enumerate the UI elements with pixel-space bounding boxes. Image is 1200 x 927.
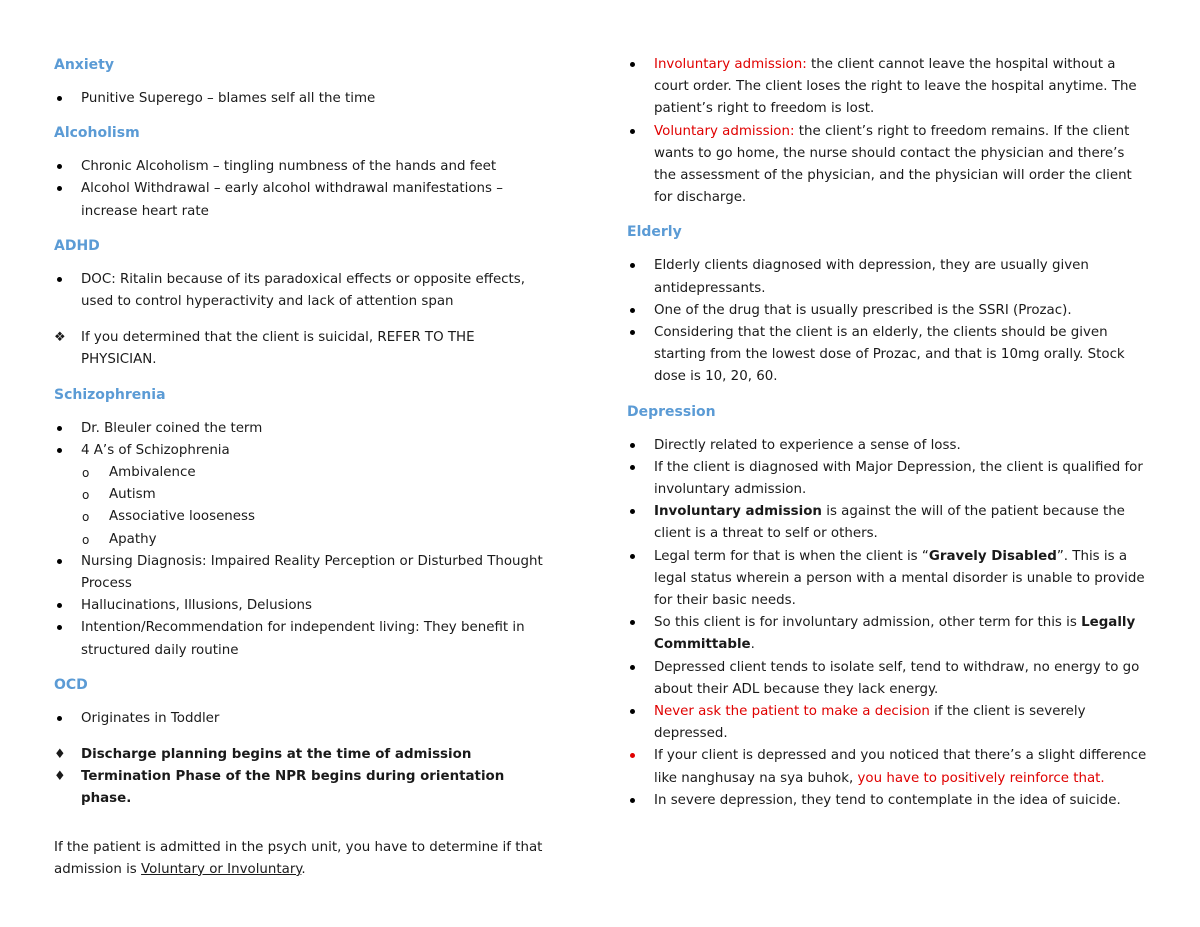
diamond-bullet-icon: ♦ [54, 747, 66, 763]
left-column [54, 54, 554, 881]
key-notes [54, 744, 554, 811]
adhd-list [54, 269, 554, 313]
right-column [627, 54, 1147, 812]
termination-note: Termination Phase of the NPR begins during orientation phase. [81, 769, 505, 807]
list-item: Never ask the patient to make a decision if the client is severely depressed. [627, 701, 1147, 745]
list-item: DOC: Ritalin because of its paradoxical effects or opposite effects, used to control hyperactivity and lack of attention span [54, 269, 554, 313]
discharge-note: Discharge planning begins at the time of admission [81, 747, 472, 763]
voluntary-involuntary-text: Voluntary or Involuntary [141, 861, 302, 877]
list-item: Intention/Recommendation for independent living: They benefit in structured daily routine [54, 617, 554, 661]
diamond-bullet-icon: ♦ [54, 769, 66, 785]
list-item: Alcohol Withdrawal – early alcohol withdrawal manifestations – increase heart rate [54, 178, 554, 222]
list-item: 4 A’s of Schizophrenia [54, 440, 554, 462]
note-item [54, 327, 554, 371]
list-item: So this client is for involuntary admission, other term for this is Legally Committable. [627, 612, 1147, 656]
ocd-list [54, 708, 554, 730]
note-item [54, 744, 554, 766]
list-item: Originates in Toddler [54, 708, 554, 730]
list-item: Legal term for that is when the client is “Gravely Disabled”. This is a legal status wherein a person with a mental disorder is unable to provide for their basic needs. [627, 546, 1147, 613]
depression-list [627, 435, 1147, 812]
suicidal-note-text: If you determined that the client is suicidal, REFER TO THE PHYSICIAN. [81, 330, 475, 368]
list-item: Voluntary admission: the client’s right to freedom remains. If the client wants to go home, the nurse should contact the physician and there’s the assessment of the physician, and the physician will order the client for discharge. [627, 121, 1147, 210]
sub-list-item: o Associative looseness [54, 506, 554, 528]
list-item: Hallucinations, Illusions, Delusions [54, 595, 554, 617]
sub-list-item: o Apathy [54, 529, 554, 551]
heading-alcoholism: Alcoholism [54, 125, 140, 142]
anxiety-list [54, 88, 554, 110]
list-item: Involuntary admission: the client cannot leave the hospital without a court order. The client loses the right to leave the hospital anytime. The patient’s right to freedom is lost. [627, 54, 1147, 121]
list-item: Punitive Superego – blames self all the time [54, 88, 554, 110]
heading-anxiety: Anxiety [54, 57, 114, 73]
heading-adhd: ADHD [54, 237, 100, 254]
list-item: Depressed client tends to isolate self, tend to withdraw, no energy to go about their ADL because they lack energy. [627, 657, 1147, 701]
note-item [54, 766, 554, 810]
list-item: In severe depression, they tend to contemplate in the idea of suicide. [627, 790, 1147, 812]
sub-list-item: o Ambivalence [54, 462, 554, 484]
admission-list [627, 54, 1147, 209]
heading-depression: Depression [627, 403, 716, 420]
elderly-list [627, 255, 1147, 388]
list-item: Directly related to experience a sense of loss. [627, 435, 1147, 457]
heading-schizophrenia: Schizophrenia [54, 386, 166, 403]
diamond-bullet-icon: ❖ [54, 330, 66, 346]
adhd-note [54, 327, 554, 371]
list-item: Chronic Alcoholism – tingling numbness of the hands and feet [54, 156, 554, 178]
sub-list-item: o Autism [54, 484, 554, 506]
list-item: Considering that the client is an elderly, the clients should be given starting from the lowest dose of Prozac, and that is 10mg orally. Stock dose is 10, 20, 60. [627, 322, 1147, 389]
involuntary-admission-label: Involuntary admission: [654, 57, 807, 72]
heading-ocd: OCD [54, 676, 88, 693]
list-item: Dr. Bleuler coined the term [54, 418, 554, 440]
list-item: If your client is depressed and you noticed that there’s a slight difference like nanghusay na sya buhok, you have to positively reinforce that. [627, 745, 1147, 789]
alcoholism-list [54, 156, 554, 223]
list-item: One of the drug that is usually prescribed is the SSRI (Prozac). [627, 300, 1147, 322]
heading-elderly: Elderly [627, 224, 682, 241]
list-item: Involuntary admission is against the will of the patient because the client is a threat to self or others. [627, 501, 1147, 545]
list-item: If the client is diagnosed with Major Depression, the client is qualified for involuntary admission. [627, 457, 1147, 501]
closing-paragraph: If the patient is admitted in the psych unit, you have to determine if that admission is Voluntary or Involuntary. [54, 839, 543, 877]
schizophrenia-list [54, 418, 554, 662]
list-item: Elderly clients diagnosed with depression, they are usually given antidepressants. [627, 255, 1147, 299]
voluntary-admission-label: Voluntary admission: [654, 123, 795, 139]
list-item: Nursing Diagnosis: Impaired Reality Perception or Disturbed Thought Process [54, 551, 554, 595]
